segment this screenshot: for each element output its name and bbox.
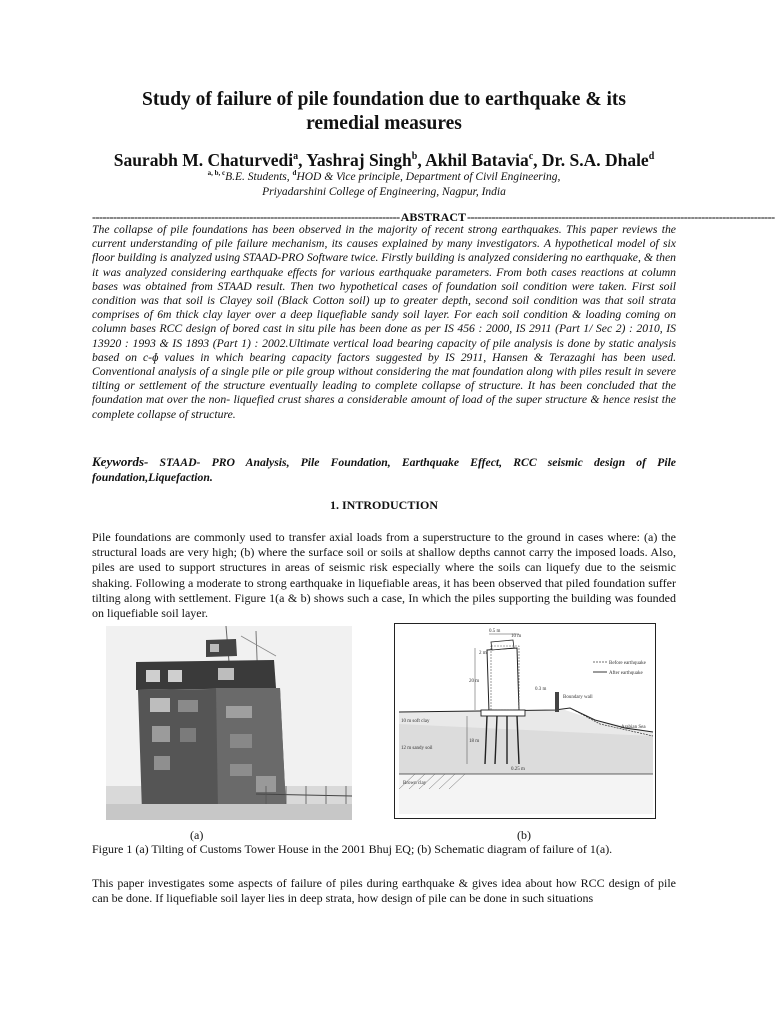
author-superscript: d — [648, 151, 655, 162]
label-dim-025: 0.25 m — [511, 767, 525, 772]
author-name: Saurabh M. Chaturvedi — [113, 149, 294, 170]
author-name: Yashraj Singh — [306, 149, 412, 170]
keywords-label: Keywords- — [92, 454, 149, 469]
abstract-heading: ---------------------------------------------------------------------------------------- ABSTRACT ---------------------------------------------------------------------------------------- — [92, 210, 775, 224]
author-superscript: b — [411, 151, 418, 162]
author-name: Dr. S.A. Dhale — [541, 149, 649, 170]
paper-title: Study of failure of pile foundation due to earthquake & its remedial measures — [142, 89, 626, 134]
affiliation: $^{a, b, c}$B.E. Students, $^d$HOD & Vice principle, Department of Civil Engineering, Priyadarshini College of Engineering, Nagpur, India — [207, 169, 561, 198]
label-boundary-wall: Boundary wall — [563, 695, 593, 700]
legend-after: After earthquake — [609, 671, 643, 676]
label-arabian-sea: Arabian Sea — [621, 725, 646, 730]
author-superscript: c — [528, 151, 534, 162]
label-dim-18: 18 m — [469, 739, 480, 744]
body-paragraph: This paper investigates some aspects of failure of piles during earthquake & gives idea about how RCC design of pile can be done. If liquefiable soil layer lies in deep strata, how design of pile can be done in such situations — [92, 876, 676, 906]
keywords — [92, 454, 676, 485]
label-soft-clay: 10 m soft clay — [401, 719, 430, 724]
heading-rule-right: ---------------------------------------------------------------------------------------- — [467, 210, 775, 224]
abstract-text: The collapse of pile foundations has been observed in the majority of recent strong earthquakes. This paper reviews the current understanding of pile failure mechanism, its causes explained by many investigators. A hypothetical model of six floor building is analyzed using STAAD-PRO Software twice. Firstly building is analyzed considering no earthquake, & then it was analyzed considering earthquake effects for various earthquake parameters. From both cases reactions at column bases was obtained from STAAD result. Then two hypothetical cases of foundation soil condition were taken. First soil condition was that soil is Clayey soil (Black Cotton soil) up to greater depth, second soil condition was that soil strata comprises of 6m thick clay layer over a deep liquefiable sandy soil layer. For each soil condition & loading coming on column bases RCC design of bored cast in situ pile has been done as per IS 456 : 2000, IS 2911 (Part 1/ Sec 2) : 2010, IS 13920 : 1993 & IS 1893 (Part 1) : 2002.Ultimate vertical load bearing capacity of pile analysis is done by static analysis based on c-ɸ values in which bearing capacity factors suggested by IS 2911, Hansen & Terazaghi has been used. Conventional analysis of a single pile or pile group without considering the mat foundation along with piles result in severe tilting or settlement of the structure eventually leading to complete collapse of structure. It has been concluded that the foundation mat over the non- liquefied crust shares a considerable amount of load of the super structure & hence resist the complete collapse of structure. — [92, 223, 676, 421]
label-dim-05: 0.5 m — [489, 629, 501, 634]
heading-rule-left: ---------------------------------------------------------------------------------------- — [92, 210, 400, 224]
affiliation-superscript: a, b, c — [207, 169, 226, 177]
label-dim-03: 0.3 m — [535, 687, 547, 692]
legend-before: Before earthquake — [609, 661, 646, 666]
author-superscript: a — [293, 151, 299, 162]
figure-caption: Figure 1 (a) Tilting of Customs Tower House in the 2001 Bhuj EQ; (b) Schematic diagram of failure of 1(a). — [92, 842, 613, 856]
tower-photo — [106, 626, 352, 820]
subfigure-label-b: (b) — [517, 828, 531, 842]
author-name: Akhil Batavia — [425, 149, 529, 170]
author-list: Saurabh M. Chaturvedi$^a$, Yashraj Singh$^b$, Akhil Batavia$^c$, Dr. S.A. Dhale$^d$ — [113, 149, 655, 170]
label-sandy-soil: 12 m sandy soil — [401, 746, 433, 751]
intro-paragraph: Pile foundations are commonly used to transfer axial loads from a superstructure to the ground in cases where: (a) the structural loads are very high; (b) where the surface soil or soils at shallow depths cannot carry the imposed loads. Also, piles are used to support structures in areas of seismic risk especially where the soils can liquefy due to the seismic shaking. Following a moderate to strong earthquake in liquefiable areas, it has been observed that piled foundation suffer tilting along with settlement. Figure 1(a & b) shows such a case, In which the piles supporting the building was founded on liquefiable soil layer. — [92, 530, 676, 621]
label-brown-clay: Brown clay — [403, 781, 427, 786]
label-dim-2: 2 m — [479, 651, 487, 656]
affiliation-superscript: d — [292, 169, 297, 177]
failure-schematic-diagram — [394, 623, 656, 819]
label-dim-20: 20 m — [469, 679, 480, 684]
subfigure-label-a: (a) — [190, 828, 204, 842]
label-dim-10: 10 m — [511, 634, 522, 639]
keywords-text: STAAD- PRO Analysis, Pile Foundation, Earthquake Effect, RCC seismic design of Pile foundation,Liquefaction. — [92, 456, 676, 484]
section-heading: 1. INTRODUCTION — [329, 498, 438, 512]
